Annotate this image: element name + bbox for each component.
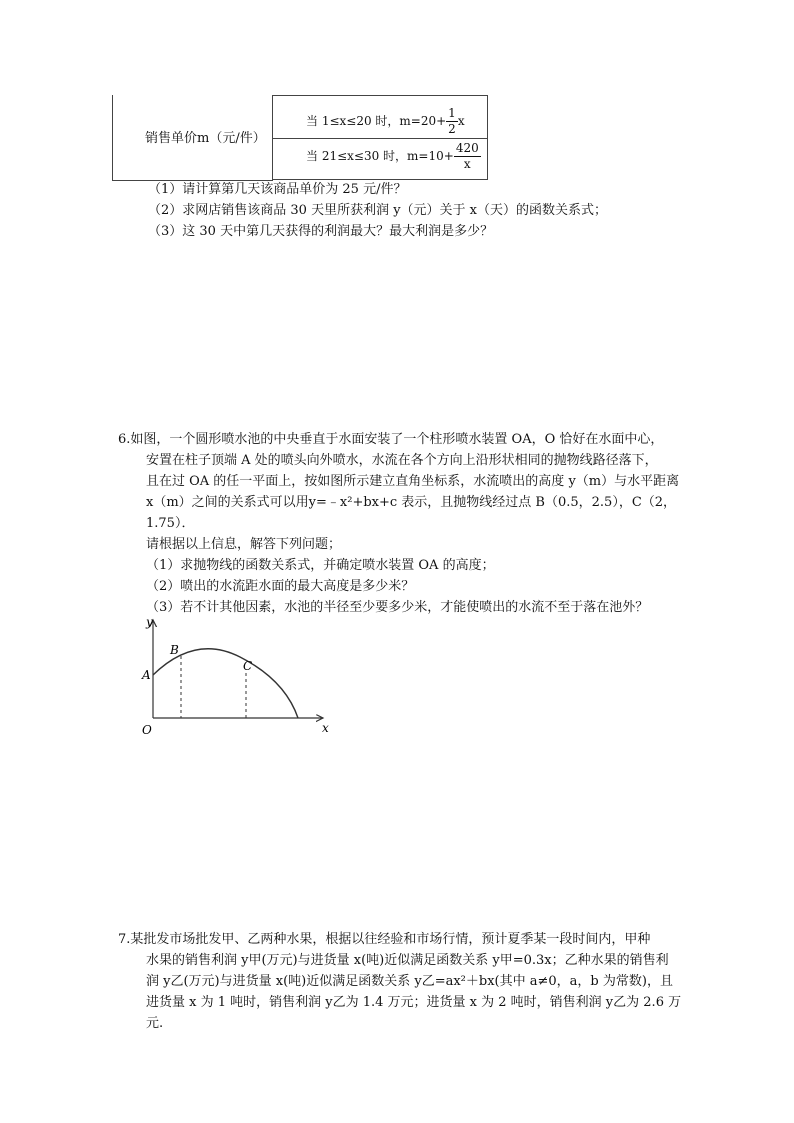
- case2-fraction: [454, 141, 481, 172]
- case1-frac-num: 1: [448, 106, 456, 120]
- case1-fraction: [446, 106, 458, 137]
- q6-line-7: （1）求抛物线的函数关系式，并确定喷水装置 OA 的高度；: [146, 558, 495, 573]
- table-label-cell: [112, 95, 273, 181]
- y-label: y: [146, 615, 153, 629]
- q7-line-5: 元.: [146, 1016, 164, 1031]
- row-label: 销售单价m（元/件）: [145, 131, 266, 146]
- origin-label: O: [142, 723, 152, 737]
- q7-line-2: 水果的销售利润 y甲(万元)与进货量 x(吨)近似满足函数关系 y甲=0.3x；乙种水果的销售利: [146, 953, 669, 968]
- case1-suffix: x: [457, 114, 465, 128]
- q7-line-3: 润 y乙(万元)与进货量 x(吨)近似满足函数关系 y乙=ax²＋bx(其中 a≠0，a，b 为常数)，且: [146, 974, 673, 989]
- case1-prefix: 当 1≤x≤20 时，m=20+: [306, 114, 447, 128]
- q7-line-4: 进货量 x 为 1 吨时，销售利润 y乙为 1.4 万元；进货量 x 为 2 吨时，销售利润 y乙为 2.6 万: [146, 995, 682, 1010]
- point-c-label: C: [243, 659, 253, 673]
- point-a-label: A: [142, 668, 151, 682]
- q5-part2: （2）求网店销售该商品 30 天里所获利润 y（元）关于 x（天）的函数关系式；: [148, 203, 608, 218]
- q7-line-1: 7.某批发市场批发甲、乙两种水果，根据以往经验和市场行情，预计夏季某一段时间内，甲种: [118, 932, 651, 947]
- q5-part1: （1）请计算第几天该商品单价为 25 元/件？: [148, 182, 407, 197]
- case2-frac-num: 420: [455, 141, 479, 155]
- table-cell-case2: [272, 137, 488, 180]
- point-b-label: B: [170, 643, 179, 657]
- q6-line-2: 安置在柱子顶端 A 处的喷头向外喷水，水流在各个方向上沿形状相同的抛物线路径落下，: [146, 453, 658, 468]
- parabola-curve: [153, 649, 298, 718]
- q6-line-1: 6.如图，一个圆形喷水池的中央垂直于水面安装了一个柱形喷水装置 OA，O 恰好在水面中心，: [118, 432, 664, 447]
- q6-line-4: x（m）之间的关系式可以用y=﹣x²+bx+c 表示，且抛物线经过点 B（0.5，2.5），C（2，: [146, 495, 677, 510]
- case2-frac-den: x: [463, 157, 471, 171]
- parabola-figure: [140, 612, 340, 742]
- q5-part3: （3）这 30 天中第几天获得的利润最大？最大利润是多少？: [148, 224, 494, 239]
- case1-frac-den: 2: [448, 122, 456, 136]
- table-cell-case1: [272, 95, 488, 139]
- q6-line-6: 请根据以上信息，解答下列问题；: [146, 537, 342, 552]
- q6-line-9: （3）若不计其他因素，水池的半径至少要多少米，才能使喷出的水流不至于落在池外？: [146, 600, 649, 615]
- x-label: x: [322, 721, 329, 735]
- q6-line-3: 且在过 OA 的任一平面上，按如图所示建立直角坐标系，水流喷出的高度 y（m）与水平距离: [146, 474, 680, 489]
- q6-line-5: 1.75）．: [146, 516, 195, 531]
- case2-prefix: 当 21≤x≤30 时，m=10+: [306, 149, 454, 163]
- q6-line-8: （2）喷出的水流距水面的最大高度是多少米？: [146, 579, 415, 594]
